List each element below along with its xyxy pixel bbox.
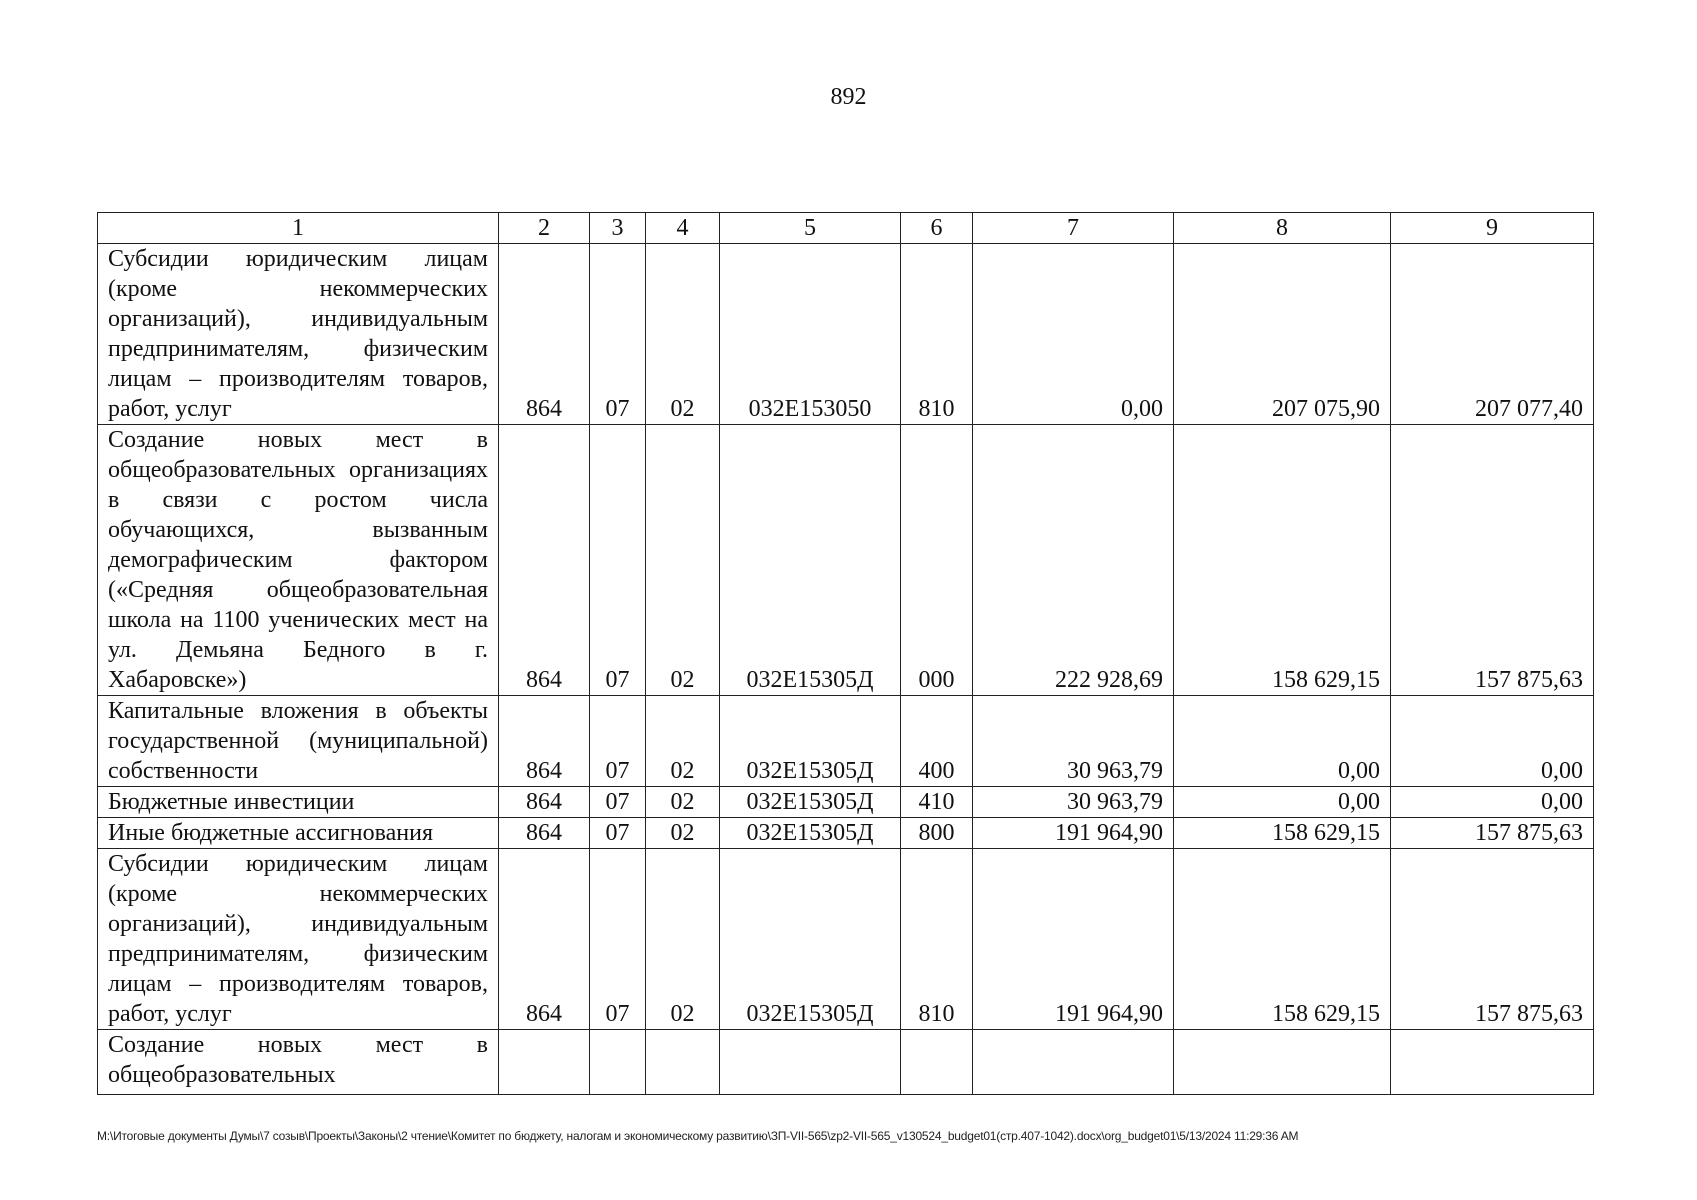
cell-section: 07 — [590, 787, 646, 818]
cell-expense-type: 000 — [901, 425, 973, 696]
cell-subsection: 02 — [646, 696, 720, 787]
cell-amount-year3: 157 875,63 — [1391, 425, 1594, 696]
table-row — [98, 244, 1594, 425]
header-cell: 2 — [499, 213, 590, 244]
cell-target-article: 032E15305Д — [720, 849, 901, 1030]
header-cell: 7 — [973, 213, 1174, 244]
page-number: 892 — [830, 84, 867, 110]
cell-subsection: 02 — [646, 787, 720, 818]
cell-expense-type: 800 — [901, 818, 973, 849]
cell-amount-year2: 158 629,15 — [1174, 818, 1391, 849]
row-name: Субсидии юридическим лицам (кроме некоммерческих организаций), индивидуальным предпринимателям, физическим лицам – производителям товаров, работ, услуг — [98, 849, 499, 1030]
table-row — [98, 696, 1594, 787]
cell-amount-year3 — [1391, 1030, 1594, 1095]
cell-section: 07 — [590, 425, 646, 696]
cell-amount-year2: 0,00 — [1174, 696, 1391, 787]
header-cell: 8 — [1174, 213, 1391, 244]
cell-grbs: 864 — [499, 787, 590, 818]
table-row — [98, 1030, 1594, 1095]
cell-amount-year2: 207 075,90 — [1174, 244, 1391, 425]
cell-section: 07 — [590, 849, 646, 1030]
cell-subsection: 02 — [646, 425, 720, 696]
cell-amount-year2 — [1174, 1030, 1391, 1095]
row-name: Субсидии юридическим лицам (кроме некоммерческих организаций), индивидуальным предпринимателям, физическим лицам – производителям товаров, работ, услуг — [98, 244, 499, 425]
cell-subsection: 02 — [646, 818, 720, 849]
cell-amount-year1: 222 928,69 — [973, 425, 1174, 696]
cell-grbs: 864 — [499, 244, 590, 425]
cell-expense-type: 400 — [901, 696, 973, 787]
cell-section: 07 — [590, 818, 646, 849]
cell-target-article: 032E15305Д — [720, 425, 901, 696]
cell-subsection — [646, 1030, 720, 1095]
cell-amount-year1: 0,00 — [973, 244, 1174, 425]
cell-target-article — [720, 1030, 901, 1095]
table-header-row — [98, 213, 1594, 244]
table-row — [98, 425, 1594, 696]
cell-amount-year3: 0,00 — [1391, 696, 1594, 787]
header-cell: 5 — [720, 213, 901, 244]
cell-expense-type: 810 — [901, 849, 973, 1030]
cell-amount-year3: 0,00 — [1391, 787, 1594, 818]
cell-expense-type — [901, 1030, 973, 1095]
cell-expense-type: 410 — [901, 787, 973, 818]
cell-target-article: 032E15305Д — [720, 696, 901, 787]
header-cell: 3 — [590, 213, 646, 244]
row-name: Бюджетные инвестиции — [98, 787, 499, 818]
cell-amount-year1: 191 964,90 — [973, 818, 1174, 849]
cell-grbs — [499, 1030, 590, 1095]
header-cell: 9 — [1391, 213, 1594, 244]
cell-grbs: 864 — [499, 425, 590, 696]
budget-table — [97, 212, 1594, 1095]
cell-subsection: 02 — [646, 849, 720, 1030]
row-name: Иные бюджетные ассигнования — [98, 818, 499, 849]
table-row — [98, 818, 1594, 849]
cell-grbs: 864 — [499, 818, 590, 849]
cell-amount-year3: 157 875,63 — [1391, 849, 1594, 1030]
cell-amount-year1: 191 964,90 — [973, 849, 1174, 1030]
cell-subsection: 02 — [646, 244, 720, 425]
cell-grbs: 864 — [499, 849, 590, 1030]
cell-section — [590, 1030, 646, 1095]
header-cell: 1 — [98, 213, 499, 244]
header-cell: 6 — [901, 213, 973, 244]
cell-target-article: 032E15305Д — [720, 818, 901, 849]
cell-target-article: 032E153050 — [720, 244, 901, 425]
cell-amount-year2: 0,00 — [1174, 787, 1391, 818]
cell-expense-type: 810 — [901, 244, 973, 425]
row-name: Капитальные вложения в объекты государственной (муниципальной) собственности — [98, 696, 499, 787]
cell-amount-year3: 157 875,63 — [1391, 818, 1594, 849]
cell-amount-year1: 30 963,79 — [973, 787, 1174, 818]
cell-amount-year1 — [973, 1030, 1174, 1095]
cell-amount-year3: 207 077,40 — [1391, 244, 1594, 425]
cell-amount-year1: 30 963,79 — [973, 696, 1174, 787]
document-file-path: M:\Итоговые документы Думы\7 созыв\Проекты\Законы\2 чтение\Комитет по бюджету, налогам и экономическому развитию\ЗП-VII-565\zp2-VII-565_v130524_budget01(стр.407-1042).docx\org_budget01\5/13/2024 11:29:36 AM — [97, 1129, 1299, 1143]
cell-grbs: 864 — [499, 696, 590, 787]
cell-target-article: 032E15305Д — [720, 787, 901, 818]
cell-section: 07 — [590, 696, 646, 787]
cell-section: 07 — [590, 244, 646, 425]
cell-amount-year2: 158 629,15 — [1174, 849, 1391, 1030]
row-name: Создание новых мест в общеобразовательных — [98, 1030, 499, 1095]
row-name: Создание новых мест в общеобразовательных организациях в связи с ростом числа обучающихся, вызванным демографическим фактором («Средняя общеобразовательная школа на 1100 ученических мест на ул. Демьяна Бедного в г. Хабаровске») — [98, 425, 499, 696]
header-cell: 4 — [646, 213, 720, 244]
table-row — [98, 787, 1594, 818]
cell-amount-year2: 158 629,15 — [1174, 425, 1391, 696]
table-row — [98, 849, 1594, 1030]
